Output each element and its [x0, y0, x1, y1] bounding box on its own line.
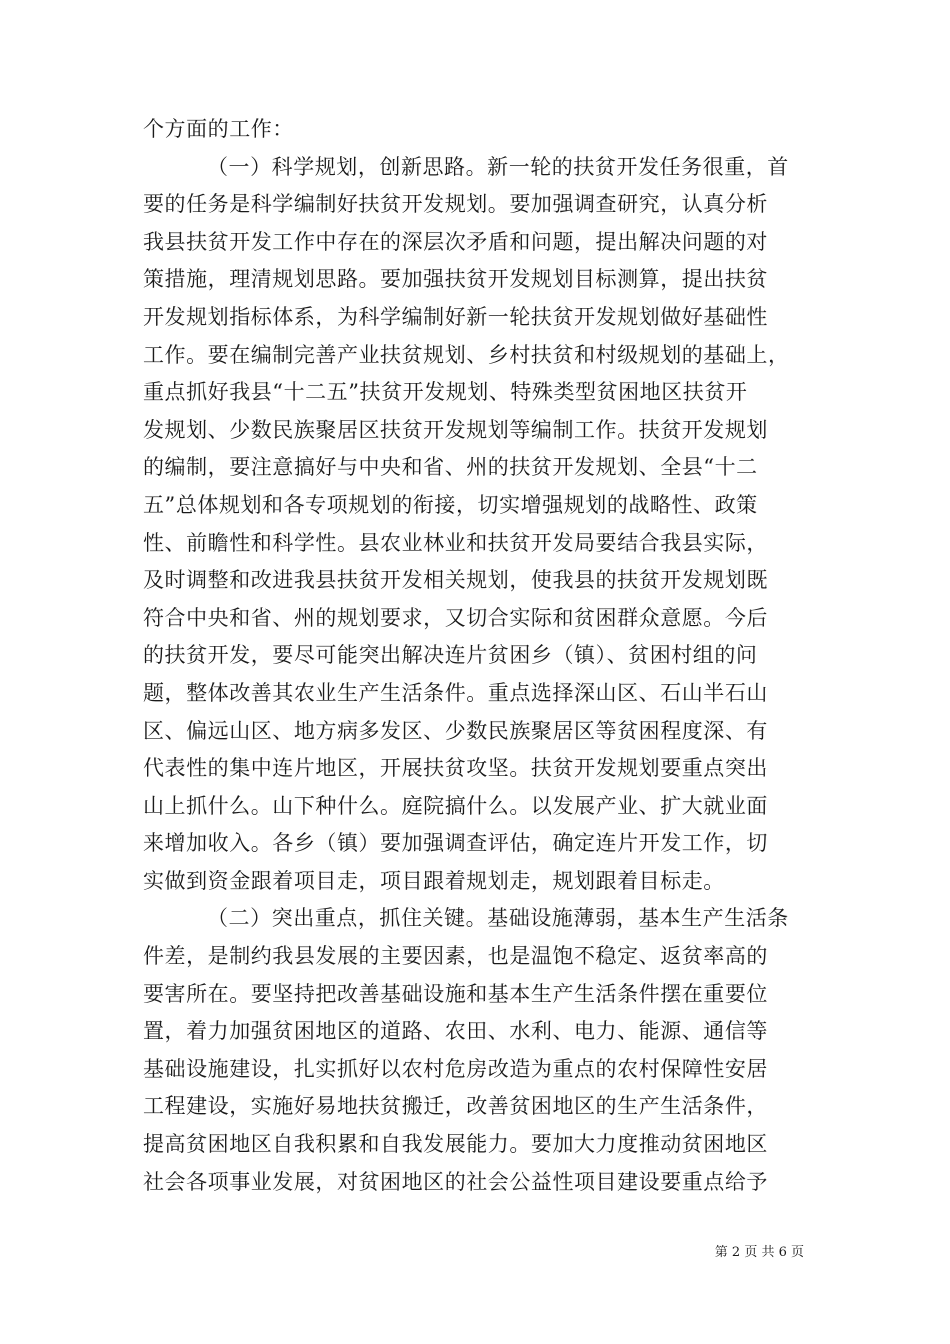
- text-line: 及时调整和改进我县扶贫开发相关规划，使我县的扶贫开发规划既: [143, 568, 768, 593]
- text-line: 的编制，要注意搞好与中央和省、州的扶贫开发规划、全县“十二: [143, 455, 758, 480]
- text-line: 题，整体改善其农业生产生活条件。重点选择深山区、石山半石山: [143, 680, 768, 705]
- text-line: 提高贫困地区自我积累和自我发展能力。要加大力度推动贫困地区: [143, 1132, 768, 1157]
- text-line: 我县扶贫开发工作中存在的深层次矛盾和问题，提出解决问题的对: [143, 229, 768, 254]
- text-line: 件差，是制约我县发展的主要因素，也是温饱不稳定、返贫率高的: [143, 944, 768, 969]
- text-line: 重点抓好我县“十二五”扶贫开发规划、特殊类型贫困地区扶贫开: [143, 380, 748, 405]
- text-line: 个方面的工作：: [143, 117, 294, 141]
- text-line: 来增加收入。各乡（镇）要加强调查评估，确定连片开发工作，切: [143, 831, 768, 856]
- text-line: 山上抓什么。山下种什么。庭院搞什么。以发展产业、扩大就业面: [143, 793, 768, 818]
- text-line: 工作。要在编制完善产业扶贫规划、乡村扶贫和村级规划的基础上，: [143, 342, 790, 367]
- page-number: 第 2 页 共 6 页: [714, 1245, 804, 1260]
- text-line: 代表性的集中连片地区，开展扶贫攻坚。扶贫开发规划要重点突出: [143, 756, 768, 781]
- text-line: 符合中央和省、州的规划要求，又切合实际和贫困群众意愿。今后: [143, 605, 768, 630]
- paragraph-1-first-line: （一）科学规划，创新思路。新一轮的扶贫开发任务很重，首: [207, 154, 789, 179]
- text-line: 性、前瞻性和科学性。县农业林业和扶贫开发局要结合我县实际，: [143, 530, 768, 555]
- text-line: 工程建设，实施好易地扶贫搬迁，改善贫困地区的生产生活条件，: [143, 1094, 768, 1119]
- text-line: 要害所在。要坚持把改善基础设施和基本生产生活条件摆在重要位: [143, 981, 768, 1006]
- text-line: 要的任务是科学编制好扶贫开发规划。要加强调查研究，认真分析: [143, 192, 768, 217]
- text-line: 策措施，理清规划思路。要加强扶贫开发规划目标测算，提出扶贫: [143, 267, 768, 292]
- text-line: 五”总体规划和各专项规划的衔接，切实增强规划的战略性、政策: [143, 492, 758, 517]
- text-line: 发规划、少数民族聚居区扶贫开发规划等编制工作。扶贫开发规划: [143, 417, 768, 442]
- text-line: 置，着力加强贫困地区的道路、农田、水利、电力、能源、通信等: [143, 1019, 768, 1044]
- text-line: 社会各项事业发展，对贫困地区的社会公益性项目建设要重点给予: [143, 1169, 768, 1194]
- body-text: [143, 111, 811, 1201]
- text-line: 实做到资金跟着项目走，项目跟着规划走，规划跟着目标走。: [143, 868, 725, 893]
- text-line: 基础设施建设，扎实抓好以农村危房改造为重点的农村保障性安居: [143, 1056, 768, 1081]
- paragraph-2-first-line: （二）突出重点，抓住关键。基础设施薄弱，基本生产生活条: [207, 906, 789, 931]
- text-line: 区、偏远山区、地方病多发区、少数民族聚居区等贫困程度深、有: [143, 718, 768, 743]
- text-line: 的扶贫开发，要尽可能突出解决连片贫困乡（镇）、贫困村组的问: [143, 643, 758, 668]
- text-line: 开发规划指标体系，为科学编制好新一轮扶贫开发规划做好基础性: [143, 304, 768, 329]
